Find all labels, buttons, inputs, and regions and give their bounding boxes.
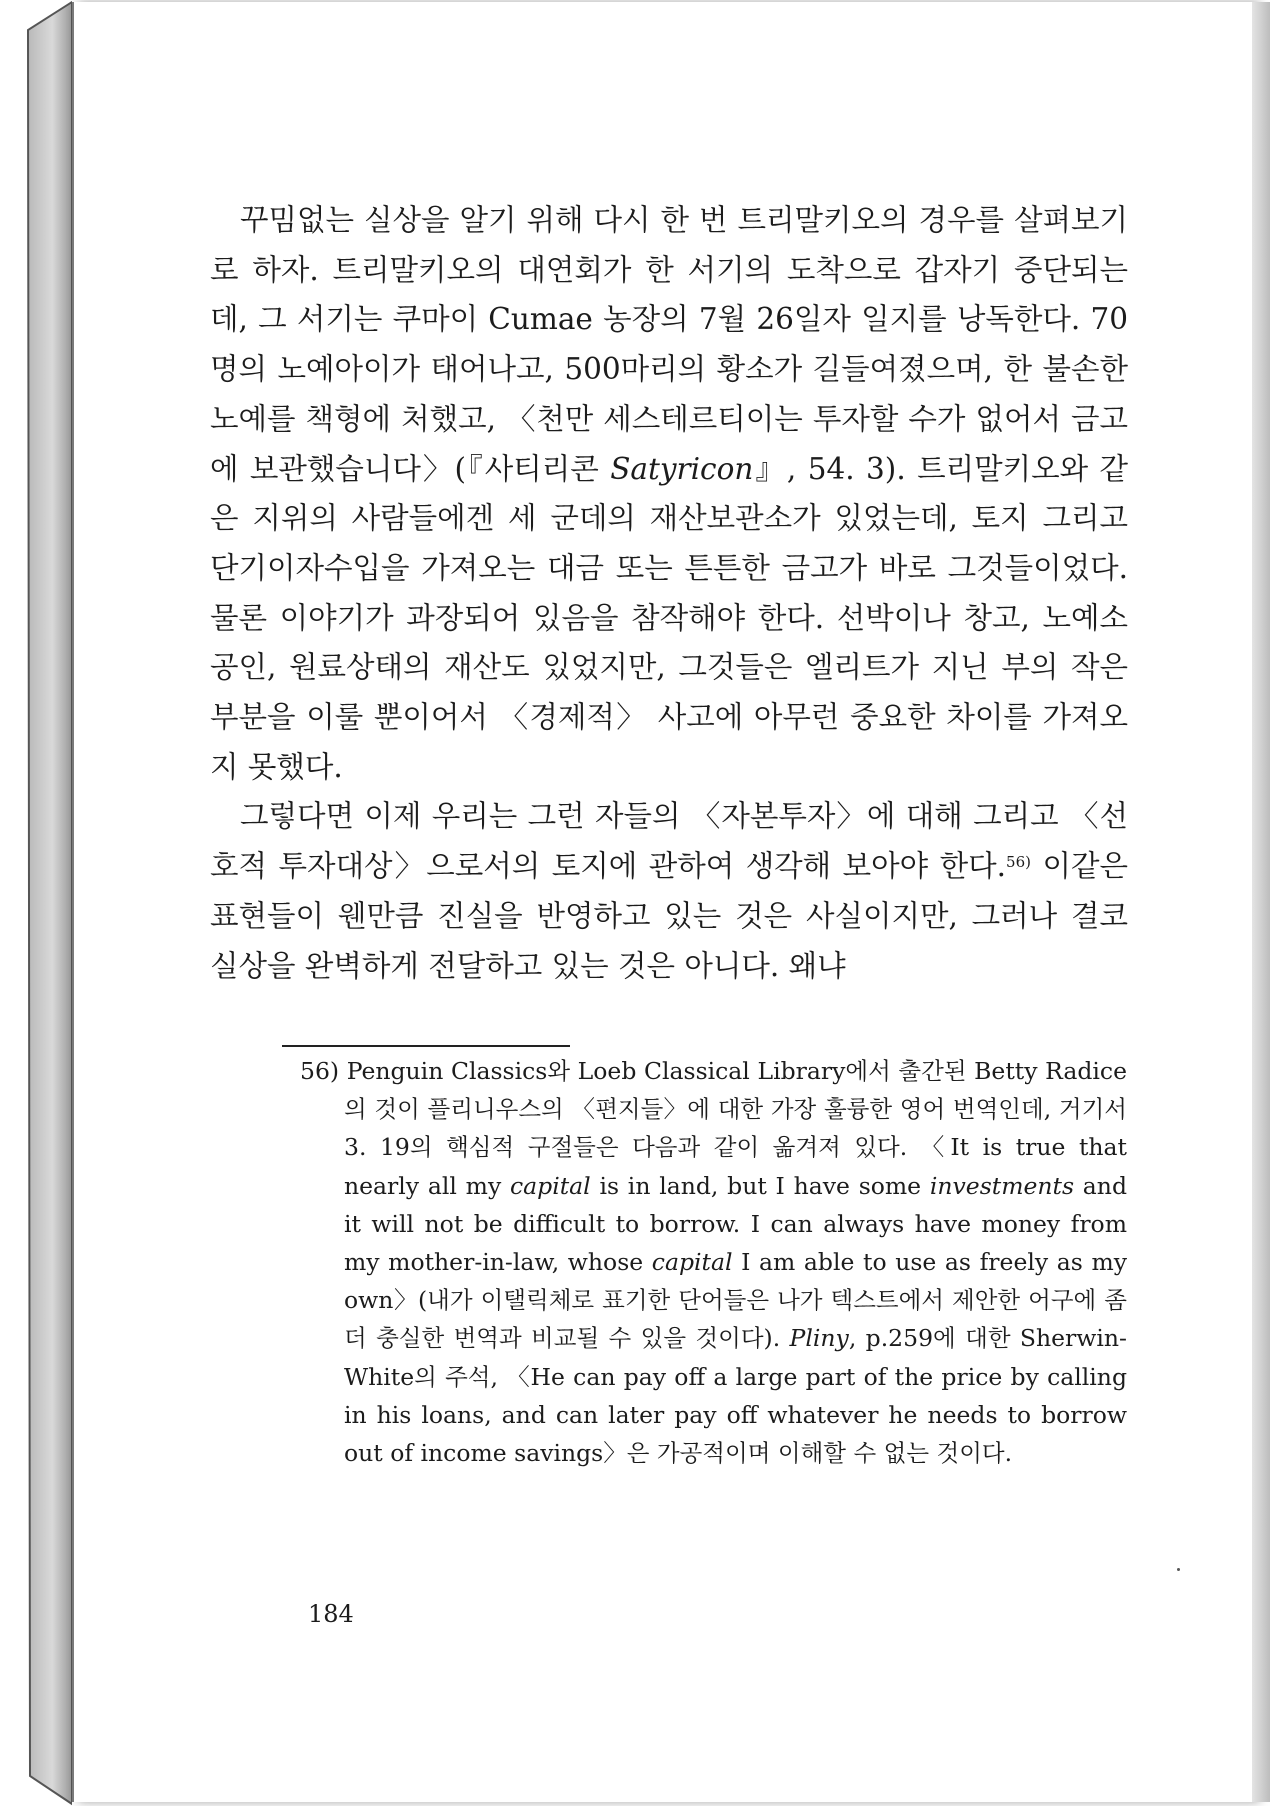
footnote [300,1052,1127,1472]
paragraph-2: 그렇다면 이제 우리는 그런 자들의 〈자본투자〉에 대해 그리고 〈선호적 투자대상〉으로서의 토지에 관하여 생각해 보아야 한다.$^{56)}$ 이같은 표현들이 웬만큼 진실을 반영하고 있는 것은 사실이지만, 그러나 결코 실상을 완벽하게 전달하고 있는 것은 아니다. 왜냐 [210,799,1128,983]
footnote-56: 56) Penguin Classics와 Loeb Classical Library에서 출간된 Betty Radice의 것이 플리니우스의 〈편지들〉에 대한 가장 훌륭한 영어 번역인데, 거기서 3. 19의 핵심적 구절들은 다음과 같이 옮겨져 있다. 〈It is true that nearly all my capital is in land, but I have some investments and it will not be difficult to borrow. I can always have money from my mother-in-law, whose capital I am able to use as freely as my own〉(내가 이탤릭체로 표기한 단어들은 나가 텍스트에서 제안한 어구에 좀더 충실한 번역과 비교될 수 있을 것이다). Pliny, p.259에 대한 Sherwin-White의 주석, 〈He can pay off a large part of the price by calling in his loans, and can later pay off whatever he needs to borrow out of income savings〉은 가공적이며 이해할 수 없는 것이다. [300,1057,1128,1468]
citation-italic: Satyricon [610,451,754,486]
body-text [210,196,1128,991]
paragraph-1: 꾸밈없는 실상을 알기 위해 다시 한 번 트리말키오의 경우를 살펴보기로 하자. 트리말키오의 대연회가 한 서기의 도착으로 갑자기 중단되는데, 그 서기는 쿠마이 Cumae 농장의 7월 26일자 일지를 낭독한다. 70명의 노예아이가 태어나고, 500마리의 황소가 길들여졌으며, 한 불손한 노예를 책형에 처했고, 〈천만 세스테르티이는 투자할 수가 없어서 금고에 보관했습니다〉(『사티리콘 Satyricon』, 54. 3). 트리말키오와 같은 지위의 사람들에겐 세 군데의 재산보관소가 있었는데, 토지 그리고 단기이자수입을 가져오는 대금 또는 튼튼한 금고가 바로 그것들이었다. 물론 이야기가 과장되어 있음을 참작해야 한다. 선박이나 창고, 노예소공인, 원료상태의 재산도 있었지만, 그것들은 엘리트가 지닌 부의 작은 부분을 이룰 뿐이어서 〈경제적〉 사고에 아무런 중요한 차이를 가져오지 못했다. [210,203,1128,784]
page-edge [1252,2,1270,1802]
book-spine [0,0,72,1806]
page-number: 184 [308,1600,354,1628]
footnote-divider [282,1045,570,1047]
scan-speck [1177,1568,1180,1571]
footnote-reference: 56) [1006,853,1031,872]
